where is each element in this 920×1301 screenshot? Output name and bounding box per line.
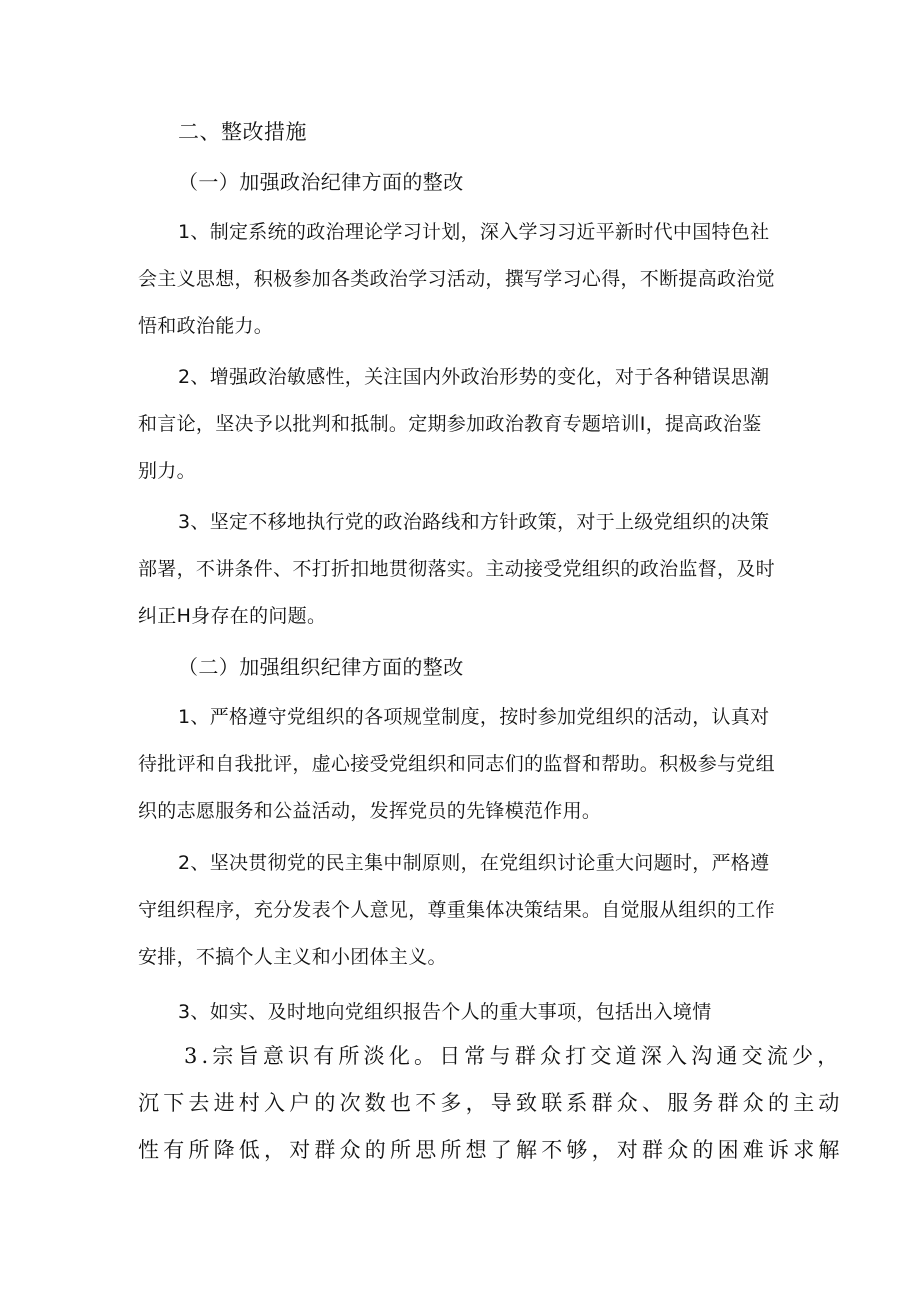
paragraph-line: 部署，不讲条件、不打折扣地贯彻落实。主动接受党组织的政治监督，及时	[138, 558, 775, 580]
paragraph-line: 2、坚决贯彻党的民主集中制原则，在党组织讨论重大问题时，严格遵	[178, 852, 770, 874]
paragraph-line: 和言论，坚决予以批判和抵制。定期参加政治教育专题培训I，提高政治鉴	[138, 413, 762, 435]
subsection-title-1: （一）加强政治纪律方面的整改	[178, 170, 464, 194]
paragraph-line: 1、制定系统的政治理论学习计划，深入学习习近平新时代中国特色社	[178, 221, 770, 243]
subsection-title-2: （二）加强组织纪律方面的整改	[178, 655, 464, 679]
paragraph-line: 3、如实、及时地向党组织报告个人的重大事项，包括出入境情	[178, 1001, 712, 1023]
paragraph-line: 性有所降低，对群众的所思所想了解不够，对群众的困难诉求解	[138, 1138, 844, 1162]
paragraph-line: 悟和政治能力。	[138, 315, 274, 337]
paragraph-line: 待批评和自我批评，虚心接受党组织和同志们的监督和帮助。积极参与党组	[138, 753, 775, 775]
paragraph-line: 纠正H身存在的问题。	[138, 605, 327, 627]
paragraph-line: 安排，不搞个人主义和小团体主义。	[138, 946, 447, 968]
section-heading: 二、整改措施	[178, 120, 307, 144]
paragraph-line: 守组织程序，充分发表个人意见，尊重集体决策结果。自觉服从组织的工作	[138, 899, 775, 921]
paragraph-line: 3.宗旨意识有所淡化。日常与群众打交道深入沟通交流少，	[184, 1044, 843, 1068]
paragraph-line: 沉下去进村入户的次数也不多，导致联系群众、服务群众的主动	[138, 1091, 844, 1115]
paragraph-line: 会主义思想，积极参加各类政治学习活动，撰写学习心得，不断提高政治觉	[138, 268, 775, 290]
paragraph-line: 3、坚定不移地执行党的政治路线和方针政策，对于上级党组织的决策	[178, 511, 770, 533]
paragraph-line: 别力。	[138, 460, 196, 482]
paragraph-line: 1、严格遵守党组织的各项规堂制度，按时参加党组织的活动，认真对	[178, 706, 770, 728]
paragraph-line: 2、增强政治敏感性，关注国内外政治形势的变化，对于各种错误思潮	[178, 366, 770, 388]
paragraph-line: 织的志愿服务和公益活动，发挥党员的先锋模范作用。	[138, 800, 602, 822]
